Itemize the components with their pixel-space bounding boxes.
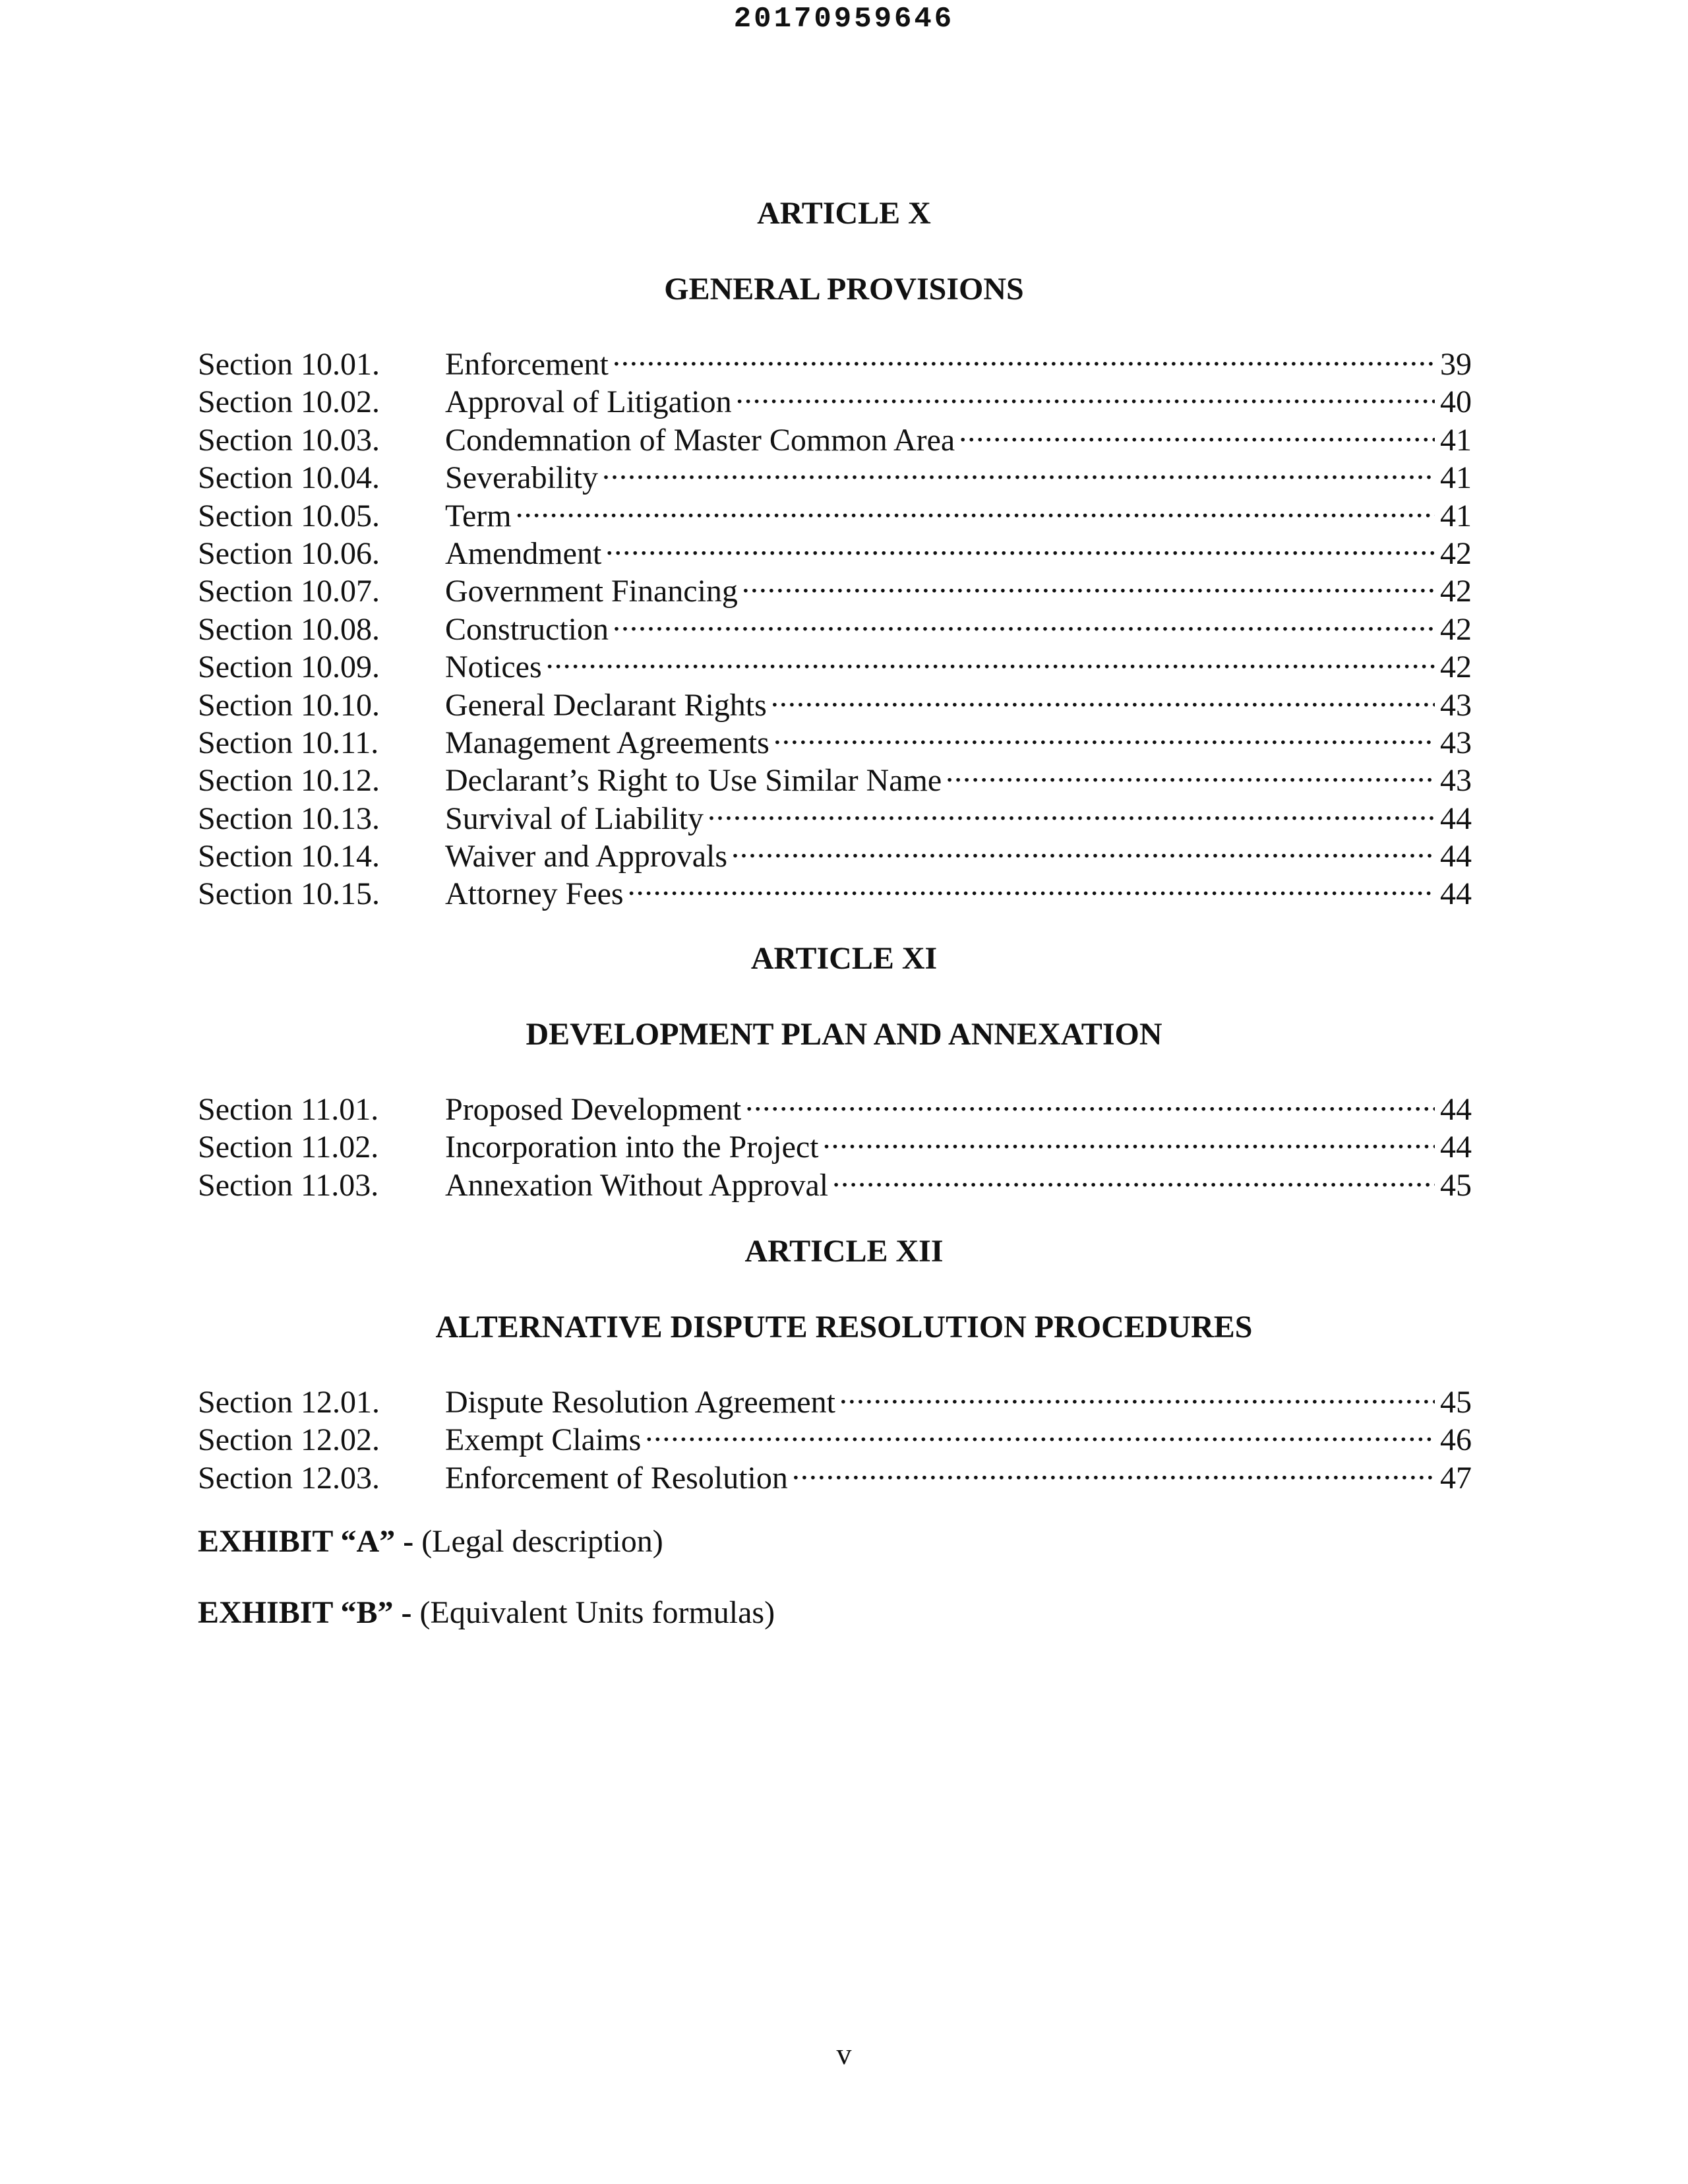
exhibit-label: EXHIBIT “B” -: [198, 1595, 412, 1630]
section-title: Proposed Development: [445, 1092, 742, 1127]
section-number: Section 10.04.: [198, 460, 380, 496]
toc-entry: [198, 1457, 1472, 1494]
section-number: Section 12.01.: [198, 1385, 380, 1420]
toc-entry: [198, 646, 1472, 683]
exhibit-b: [198, 1594, 775, 1631]
dot-leader: [605, 532, 1435, 564]
article-title: GENERAL PROVISIONS: [664, 272, 1024, 307]
section-title: Exempt Claims: [445, 1422, 642, 1458]
section-page: 46: [1440, 1422, 1472, 1458]
section-title: Government Financing: [445, 574, 738, 609]
toc-entry: [198, 721, 1472, 759]
dot-leader: [645, 1418, 1435, 1450]
section-page: 45: [1440, 1167, 1472, 1203]
dot-leader: [516, 495, 1435, 526]
section-page: 44: [1440, 801, 1472, 836]
toc-entry: [198, 570, 1472, 607]
section-page: 43: [1440, 687, 1472, 723]
section-number: Section 11.02.: [198, 1130, 379, 1165]
toc-list-article-xii: [198, 1381, 1472, 1494]
section-title: Dispute Resolution Agreement: [445, 1385, 835, 1420]
section-title: Term: [445, 498, 512, 533]
toc-entry: [198, 1381, 1472, 1418]
document-number: 20170959646: [733, 3, 955, 36]
toc-entry: [198, 797, 1472, 835]
section-title: Attorney Fees: [445, 876, 624, 912]
dot-leader: [745, 1088, 1435, 1120]
section-page: 45: [1440, 1385, 1472, 1420]
dot-leader: [839, 1381, 1435, 1412]
section-number: Section 10.03.: [198, 422, 380, 458]
toc-entry: [198, 495, 1472, 532]
toc-entry: [198, 532, 1472, 570]
section-title: Declarant’s Right to Use Similar Name: [445, 763, 942, 799]
exhibit-a: [198, 1523, 663, 1560]
section-title: Incorporation into the Project: [445, 1130, 819, 1165]
article-title: ALTERNATIVE DISPUTE RESOLUTION PROCEDURES: [435, 1310, 1253, 1345]
section-number: Section 10.09.: [198, 650, 380, 685]
dot-leader: [832, 1164, 1435, 1196]
article-heading: ARTICLE X: [757, 196, 931, 231]
section-title: Survival of Liability: [445, 801, 704, 836]
section-page: 41: [1440, 422, 1472, 458]
article-heading: ARTICLE XII: [744, 1234, 944, 1269]
section-page: 40: [1440, 384, 1472, 420]
exhibit-description: (Legal description): [421, 1524, 663, 1559]
section-title: Enforcement: [445, 347, 609, 382]
section-title: Approval of Litigation: [445, 384, 732, 420]
toc-entry: [198, 759, 1472, 797]
section-title: Amendment: [445, 535, 602, 571]
section-number: Section 10.05.: [198, 498, 380, 533]
section-number: Section 10.12.: [198, 763, 380, 799]
section-page: 42: [1440, 650, 1472, 685]
section-page: 44: [1440, 1130, 1472, 1165]
dot-leader: [708, 797, 1435, 829]
dot-leader: [959, 419, 1435, 450]
toc-entry: [198, 684, 1472, 721]
dot-leader: [602, 456, 1435, 488]
section-number: Section 10.08.: [198, 611, 380, 647]
section-number: Section 12.02.: [198, 1422, 380, 1458]
section-number: Section 10.07.: [198, 574, 380, 609]
dot-leader: [628, 872, 1435, 904]
section-title: Severability: [445, 460, 598, 496]
exhibit-description: (Equivalent Units formulas): [419, 1595, 775, 1630]
section-number: Section 10.02.: [198, 384, 380, 420]
section-page: 44: [1440, 1092, 1472, 1127]
dot-leader: [823, 1126, 1435, 1157]
section-page: 44: [1440, 876, 1472, 912]
section-page: 42: [1440, 574, 1472, 609]
section-page: 47: [1440, 1460, 1472, 1496]
toc-entry: [198, 1164, 1472, 1201]
section-page: 42: [1440, 535, 1472, 571]
section-title: Waiver and Approvals: [445, 839, 728, 874]
section-number: Section 10.14.: [198, 839, 380, 874]
section-number: Section 10.11.: [198, 725, 379, 760]
dot-leader: [946, 759, 1435, 791]
toc-entry: [198, 1088, 1472, 1126]
section-number: Section 10.15.: [198, 876, 380, 912]
section-number: Section 11.03.: [198, 1167, 379, 1203]
section-page: 44: [1440, 839, 1472, 874]
dot-leader: [773, 721, 1435, 753]
toc-list-article-xi: [198, 1088, 1472, 1201]
dot-leader: [546, 646, 1435, 677]
toc-entry: [198, 835, 1472, 872]
section-number: Section 10.10.: [198, 687, 380, 723]
toc-entry: [198, 1418, 1472, 1456]
toc-entry: [198, 343, 1472, 380]
page-number: v: [836, 2037, 852, 2071]
article-title: DEVELOPMENT PLAN AND ANNEXATION: [526, 1017, 1162, 1052]
section-title: Annexation Without Approval: [445, 1167, 829, 1203]
toc-entry: [198, 380, 1472, 418]
toc-entry: [198, 608, 1472, 646]
section-title: Condemnation of Master Common Area: [445, 422, 955, 458]
section-title: General Declarant Rights: [445, 687, 767, 723]
dot-leader: [742, 570, 1435, 601]
dot-leader: [771, 684, 1435, 715]
section-number: Section 10.13.: [198, 801, 380, 836]
dot-leader: [731, 835, 1435, 866]
section-page: 42: [1440, 611, 1472, 647]
toc-entry: [198, 872, 1472, 910]
toc-entry: [198, 419, 1472, 456]
section-title: Enforcement of Resolution: [445, 1460, 788, 1496]
section-number: Section 10.01.: [198, 347, 380, 382]
section-number: Section 11.01.: [198, 1092, 379, 1127]
toc-list-article-x: [198, 343, 1472, 911]
dot-leader: [613, 608, 1435, 640]
exhibit-label: EXHIBIT “A” -: [198, 1524, 414, 1559]
section-number: Section 10.06.: [198, 535, 380, 571]
toc-entry: [198, 1126, 1472, 1163]
dot-leader: [613, 343, 1435, 375]
dot-leader: [792, 1457, 1435, 1488]
section-title: Notices: [445, 650, 542, 685]
section-page: 43: [1440, 763, 1472, 799]
section-page: 41: [1440, 460, 1472, 496]
toc-entry: [198, 456, 1472, 494]
dot-leader: [736, 380, 1435, 412]
article-heading: ARTICLE XI: [750, 941, 938, 976]
section-title: Construction: [445, 611, 609, 647]
section-page: 41: [1440, 498, 1472, 533]
section-page: 43: [1440, 725, 1472, 760]
section-page: 39: [1440, 347, 1472, 382]
section-number: Section 12.03.: [198, 1460, 380, 1496]
section-title: Management Agreements: [445, 725, 769, 760]
